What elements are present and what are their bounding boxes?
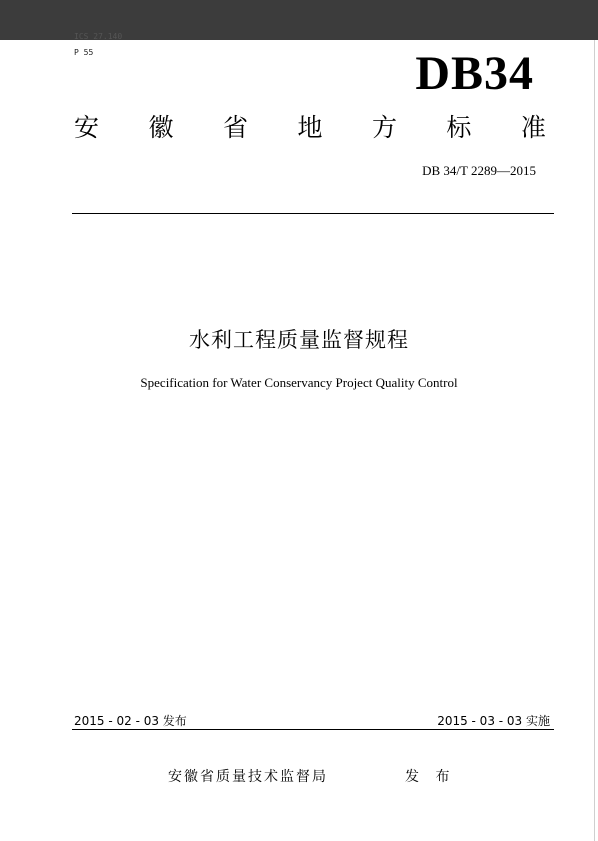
standard-number: DB 34/T 2289—2015 [422, 163, 536, 178]
implementation-date: 2015 - 03 - 03 实施 [437, 714, 550, 728]
issue-action: 发 布 [405, 769, 456, 785]
standard-type-char: 标 [446, 113, 472, 142]
standard-type-char: 省 [222, 113, 248, 142]
standard-type-char: 徽 [148, 113, 174, 142]
issue-date: 2015 - 02 - 03 发布 [74, 714, 187, 728]
document-title-chinese: 水利工程质量监督规程 [189, 328, 409, 352]
footer-divider [72, 729, 554, 730]
header-divider [72, 213, 554, 214]
standard-type-char: 方 [371, 113, 397, 142]
db-logo: DB34 [415, 47, 534, 100]
issuing-authority: 安徽省质量技术监督局 [168, 769, 328, 785]
ics-code: ICS 27.140 [74, 32, 123, 41]
standard-type-heading [74, 115, 546, 140]
standard-type-char: 准 [520, 113, 546, 142]
ccs-code: P 55 [74, 48, 94, 57]
standard-type-char: 地 [297, 113, 323, 142]
document-title-english: Specification for Water Conservancy Project Quality Control [140, 375, 458, 390]
standard-type-char: 安 [74, 113, 100, 142]
